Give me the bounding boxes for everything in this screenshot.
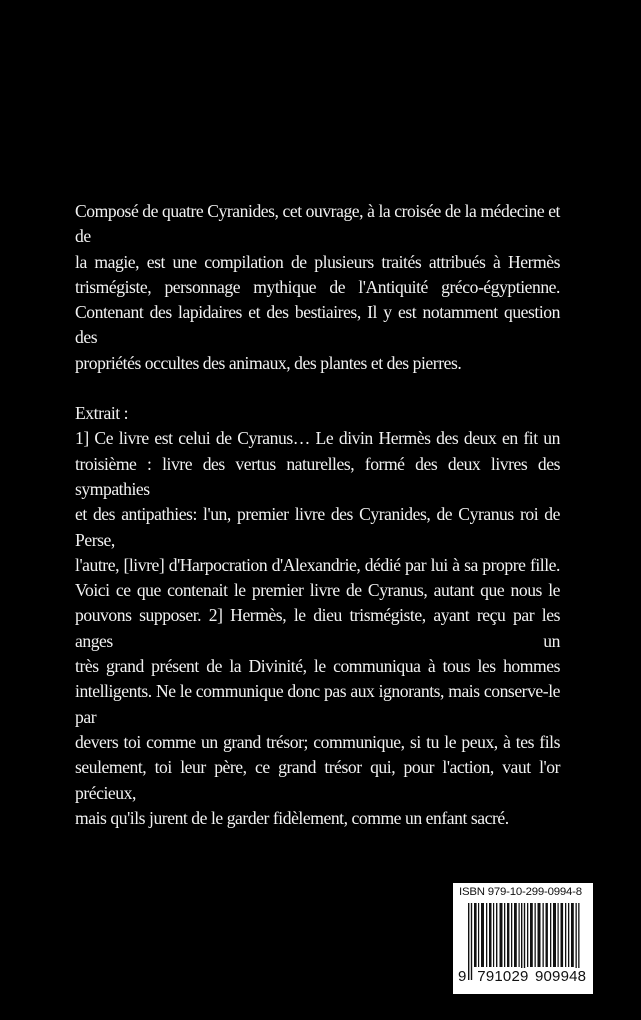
description-paragraph [75, 199, 560, 376]
text-line: la magie, est une compilation de plusieurs traités attribués à Hermès [75, 251, 560, 272]
isbn-label: ISBN 979-10-299-0994-8 [459, 886, 582, 898]
ean-digits [457, 968, 587, 985]
paragraph-gap [75, 376, 560, 401]
text-line: 1] Ce livre est celui de Cyranus… Le divin Hermès des deux en fit un [75, 428, 560, 449]
text-line: trismégiste, personnage mythique de l'Antiquité gréco-égyptienne. [75, 276, 560, 297]
text-line: seulement, toi leur père, ce grand trésor qui, pour l'action, vaut l'or précieux, [75, 757, 560, 803]
isbn-barcode [453, 883, 593, 994]
text-line: troisième : livre des vertus naturelles, formé des deux livres des sympathies [75, 453, 560, 499]
ean-group-2: 909948 [534, 968, 587, 985]
back-cover-text [75, 199, 560, 831]
text-line: devers toi comme un grand trésor; communique, si tu le peux, à tes fils [75, 731, 560, 752]
text-line: mais qu'ils jurent de le garder fidèlement, comme un enfant sacré. [75, 807, 509, 828]
ean-group-1: 791029 [477, 968, 529, 985]
ean-first-digit: 9 [458, 968, 467, 985]
excerpt-heading: Extrait : [75, 403, 129, 424]
text-line: Composé de quatre Cyranides, cet ouvrage, à la croisée de la médecine et de [75, 201, 560, 247]
text-line: Contenant des lapidaires et des bestiaires, Il y est notamment question des [75, 302, 560, 348]
text-line: l'autre, [livre] d'Harpocration d'Alexandrie, dédié par lui à sa propre fille. [75, 554, 560, 575]
text-line: propriétés occultes des animaux, des plantes et des pierres. [75, 352, 462, 373]
text-line: intelligents. Ne le communique donc pas aux ignorants, mais conserve-le par [75, 681, 560, 727]
text-line: très grand présent de la Divinité, le communiqua à tous les hommes [75, 656, 560, 677]
text-line: Voici ce que contenait le premier livre de Cyranus, autant que nous le [75, 580, 560, 601]
text-line: et des antipathies: l'un, premier livre des Cyranides, de Cyranus roi de Perse, [75, 504, 560, 550]
text-line: pouvons supposer. 2] Hermès, le dieu trismégiste, ayant reçu par les anges un [75, 605, 560, 651]
excerpt-paragraph [75, 401, 560, 831]
